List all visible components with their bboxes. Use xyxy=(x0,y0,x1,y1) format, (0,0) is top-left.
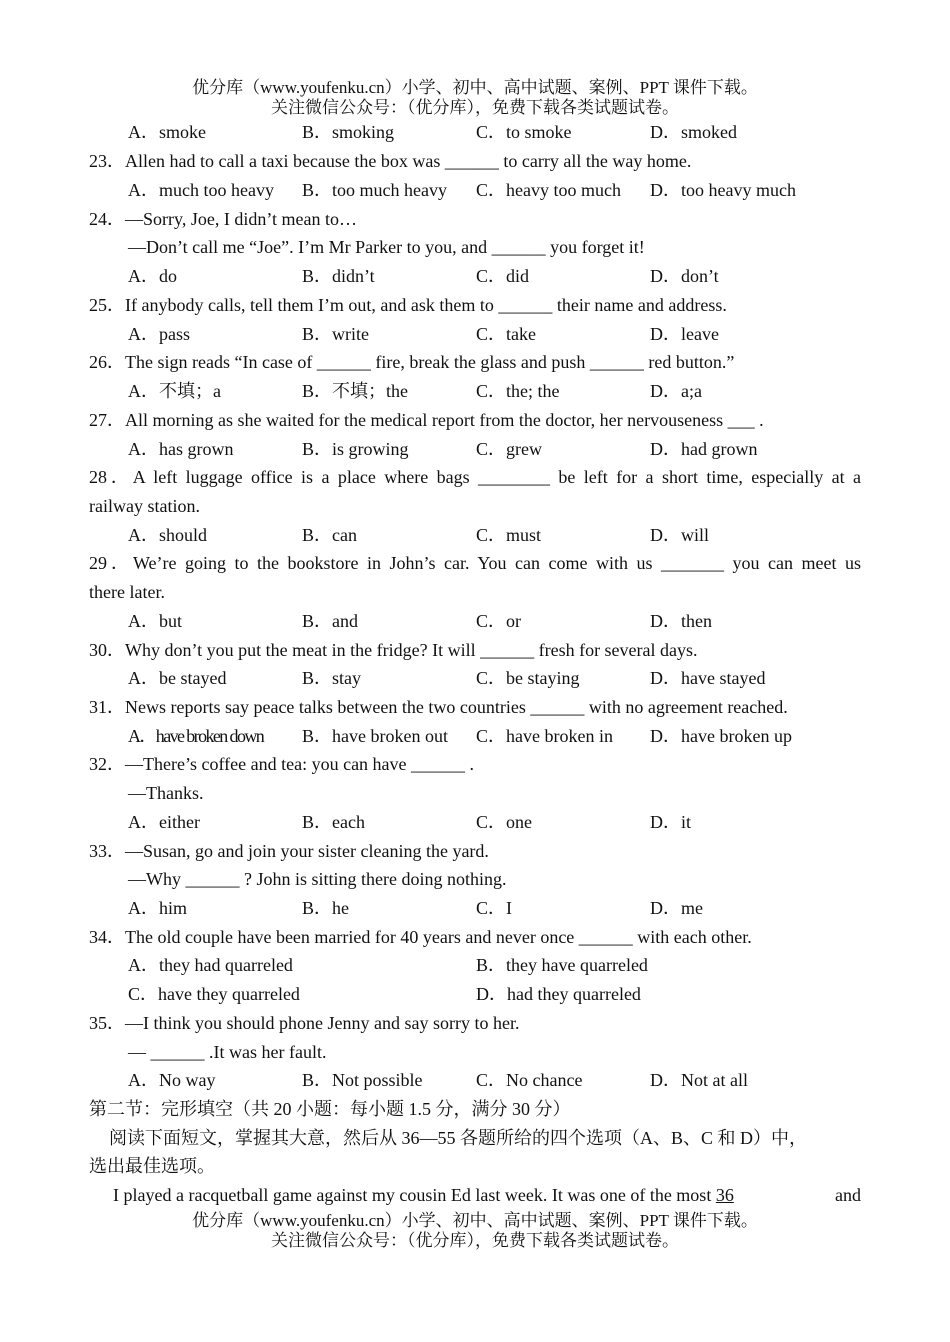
q27-option-a[interactable]: A．has grown xyxy=(128,439,234,459)
q30-option-b[interactable]: B．stay xyxy=(302,668,362,688)
q32-option-c[interactable]: C．one xyxy=(476,812,532,832)
passage-text: I played a racquetball game against my cousin Ed last week. It was one of the most xyxy=(113,1185,712,1205)
q29-option-d[interactable]: D．then xyxy=(650,611,712,631)
q35-option-b[interactable]: B．Not possible xyxy=(302,1070,423,1090)
q31-stem: 31．News reports say peace talks between the two countries ______ with no agreement reached. xyxy=(89,697,788,717)
q32-option-b[interactable]: B．each xyxy=(302,812,365,832)
q26-stem: 26．The sign reads “In case of ______ fire, break the glass and push ______ red button.” xyxy=(89,352,735,372)
q31-option-c[interactable]: C．have broken in xyxy=(476,726,613,746)
q34-stem: 34．The old couple have been married for 40 years and never once ______ with each other. xyxy=(89,927,752,947)
q33-option-b[interactable]: B．he xyxy=(302,898,349,918)
q28-option-c[interactable]: C．must xyxy=(476,525,542,545)
q35-option-a[interactable]: A．No way xyxy=(128,1070,216,1090)
q33-line-2: —Why ______ ? John is sitting there doing nothing. xyxy=(128,869,507,889)
q30-option-d[interactable]: D．have stayed xyxy=(650,668,766,688)
section-instructions-1: 阅读下面短文，掌握其大意，然后从 36—55 各题所给的四个选项（A、B、C 和 D）中， xyxy=(109,1128,808,1148)
footer-line-2: 关注微信公众号：（优分库），免费下载各类试题试卷。 xyxy=(271,1231,679,1250)
q30-stem: 30．Why don’t you put the meat in the fridge? It will ______ fresh for several days. xyxy=(89,640,698,660)
section-instructions-2: 选出最佳选项。 xyxy=(89,1156,215,1176)
q32-option-d[interactable]: D．it xyxy=(650,812,692,832)
q29-option-c[interactable]: C．or xyxy=(476,611,521,631)
q26-option-b[interactable]: B．不填；the xyxy=(302,381,408,401)
q32-option-a[interactable]: A．either xyxy=(128,812,200,832)
q28-option-a[interactable]: A．should xyxy=(128,525,208,545)
q28-line-2: railway station. xyxy=(89,496,200,516)
q31-option-b[interactable]: B．have broken out xyxy=(302,726,448,746)
q24-option-c[interactable]: C．did xyxy=(476,266,530,286)
q22-option-a[interactable]: A．smoke xyxy=(128,122,206,142)
q25-option-b[interactable]: B．write xyxy=(302,324,369,344)
q29-option-b[interactable]: B．and xyxy=(302,611,358,631)
q25-stem: 25．If anybody calls, tell them I’m out, and ask them to ______ their name and address. xyxy=(89,295,727,315)
q23-stem: 23．Allen had to call a taxi because the box was ______ to carry all the way home. xyxy=(89,151,692,171)
q31-option-a[interactable]: A．have broken down xyxy=(128,726,264,746)
q22-option-b[interactable]: B．smoking xyxy=(302,122,395,142)
q30-option-a[interactable]: A．be stayed xyxy=(128,668,227,688)
q29-line-2: there later. xyxy=(89,582,165,602)
q34-option-c[interactable]: C．have they quarreled xyxy=(128,984,300,1004)
q35-line-2: — ______ .It was her fault. xyxy=(128,1042,327,1062)
q33-stem: 33．—Susan, go and join your sister cleaning the yard. xyxy=(89,841,489,861)
q31-option-d[interactable]: D．have broken up xyxy=(650,726,792,746)
q28-option-d[interactable]: D．will xyxy=(650,525,710,545)
q24-stem: 24．—Sorry, Joe, I didn’t mean to… xyxy=(89,209,357,229)
q35-option-c[interactable]: C．No chance xyxy=(476,1070,583,1090)
q28-option-b[interactable]: B．can xyxy=(302,525,357,545)
q22-option-d[interactable]: D．smoked xyxy=(650,122,737,142)
q34-option-a[interactable]: A．they had quarreled xyxy=(128,955,293,975)
q24-option-a[interactable]: A．do xyxy=(128,266,177,286)
q30-option-c[interactable]: C．be staying xyxy=(476,668,580,688)
q23-option-d[interactable]: D．too heavy much xyxy=(650,180,796,200)
q28-stem: 28．A left luggage office is a place where bags ________ be left for a short time, especially at a xyxy=(89,467,861,487)
q33-option-c[interactable]: C．I xyxy=(476,898,512,918)
q27-option-b[interactable]: B．is growing xyxy=(302,439,409,459)
q29-stem: 29．We’re going to the bookstore in John’s car. You can come with us _______ you can meet us xyxy=(89,553,861,573)
q34-option-d[interactable]: D．had they quarreled xyxy=(476,984,641,1004)
q22-option-c[interactable]: C．to smoke xyxy=(476,122,572,142)
q24-option-b[interactable]: B．didn’t xyxy=(302,266,375,286)
q35-stem: 35．—I think you should phone Jenny and say sorry to her. xyxy=(89,1013,520,1033)
q25-option-a[interactable]: A．pass xyxy=(128,324,190,344)
q23-option-a[interactable]: A．much too heavy xyxy=(128,180,274,200)
q29-option-a[interactable]: A．but xyxy=(128,611,182,631)
q33-option-d[interactable]: D．me xyxy=(650,898,703,918)
q33-option-a[interactable]: A．him xyxy=(128,898,188,918)
footer-line-1: 优分库（www.youfenku.cn）小学、初中、高中试题、案例、PPT 课件下载。 xyxy=(192,1211,758,1230)
q26-option-d[interactable]: D．a;a xyxy=(650,381,702,401)
passage-text-end: and xyxy=(835,1185,861,1205)
q25-option-d[interactable]: D．leave xyxy=(650,324,719,344)
q27-option-c[interactable]: C．grew xyxy=(476,439,542,459)
q34-option-b[interactable]: B．they have quarreled xyxy=(476,955,648,975)
q32-stem: 32．—There’s coffee and tea: you can have ______ . xyxy=(89,754,475,774)
q23-option-b[interactable]: B．too much heavy xyxy=(302,180,447,200)
section-title: 第二节：完形填空（共 20 小题：每小题 1.5 分，满分 30 分） xyxy=(89,1099,571,1119)
passage-first-line xyxy=(113,1181,861,1210)
q26-option-c[interactable]: C．the; the xyxy=(476,381,560,401)
header-line-1: 优分库（www.youfenku.cn）小学、初中、高中试题、案例、PPT 课件下载。 xyxy=(192,78,758,97)
blank-36[interactable]: 36 xyxy=(715,1185,734,1205)
q24-line-2: —Don’t call me “Joe”. I’m Mr Parker to you, and ______ you forget it! xyxy=(128,237,645,257)
q27-option-d[interactable]: D．had grown xyxy=(650,439,758,459)
q26-option-a[interactable]: A．不填；a xyxy=(128,381,221,401)
q24-option-d[interactable]: D．don’t xyxy=(650,266,719,286)
q32-line-2: —Thanks. xyxy=(128,783,204,803)
q25-option-c[interactable]: C．take xyxy=(476,324,536,344)
q23-option-c[interactable]: C．heavy too much xyxy=(476,180,621,200)
q35-option-d[interactable]: D．Not at all xyxy=(650,1070,748,1090)
header-line-2: 关注微信公众号：（优分库），免费下载各类试题试卷。 xyxy=(271,98,679,117)
q27-stem: 27．All morning as she waited for the medical report from the doctor, her nervouseness ___ . xyxy=(89,410,764,430)
